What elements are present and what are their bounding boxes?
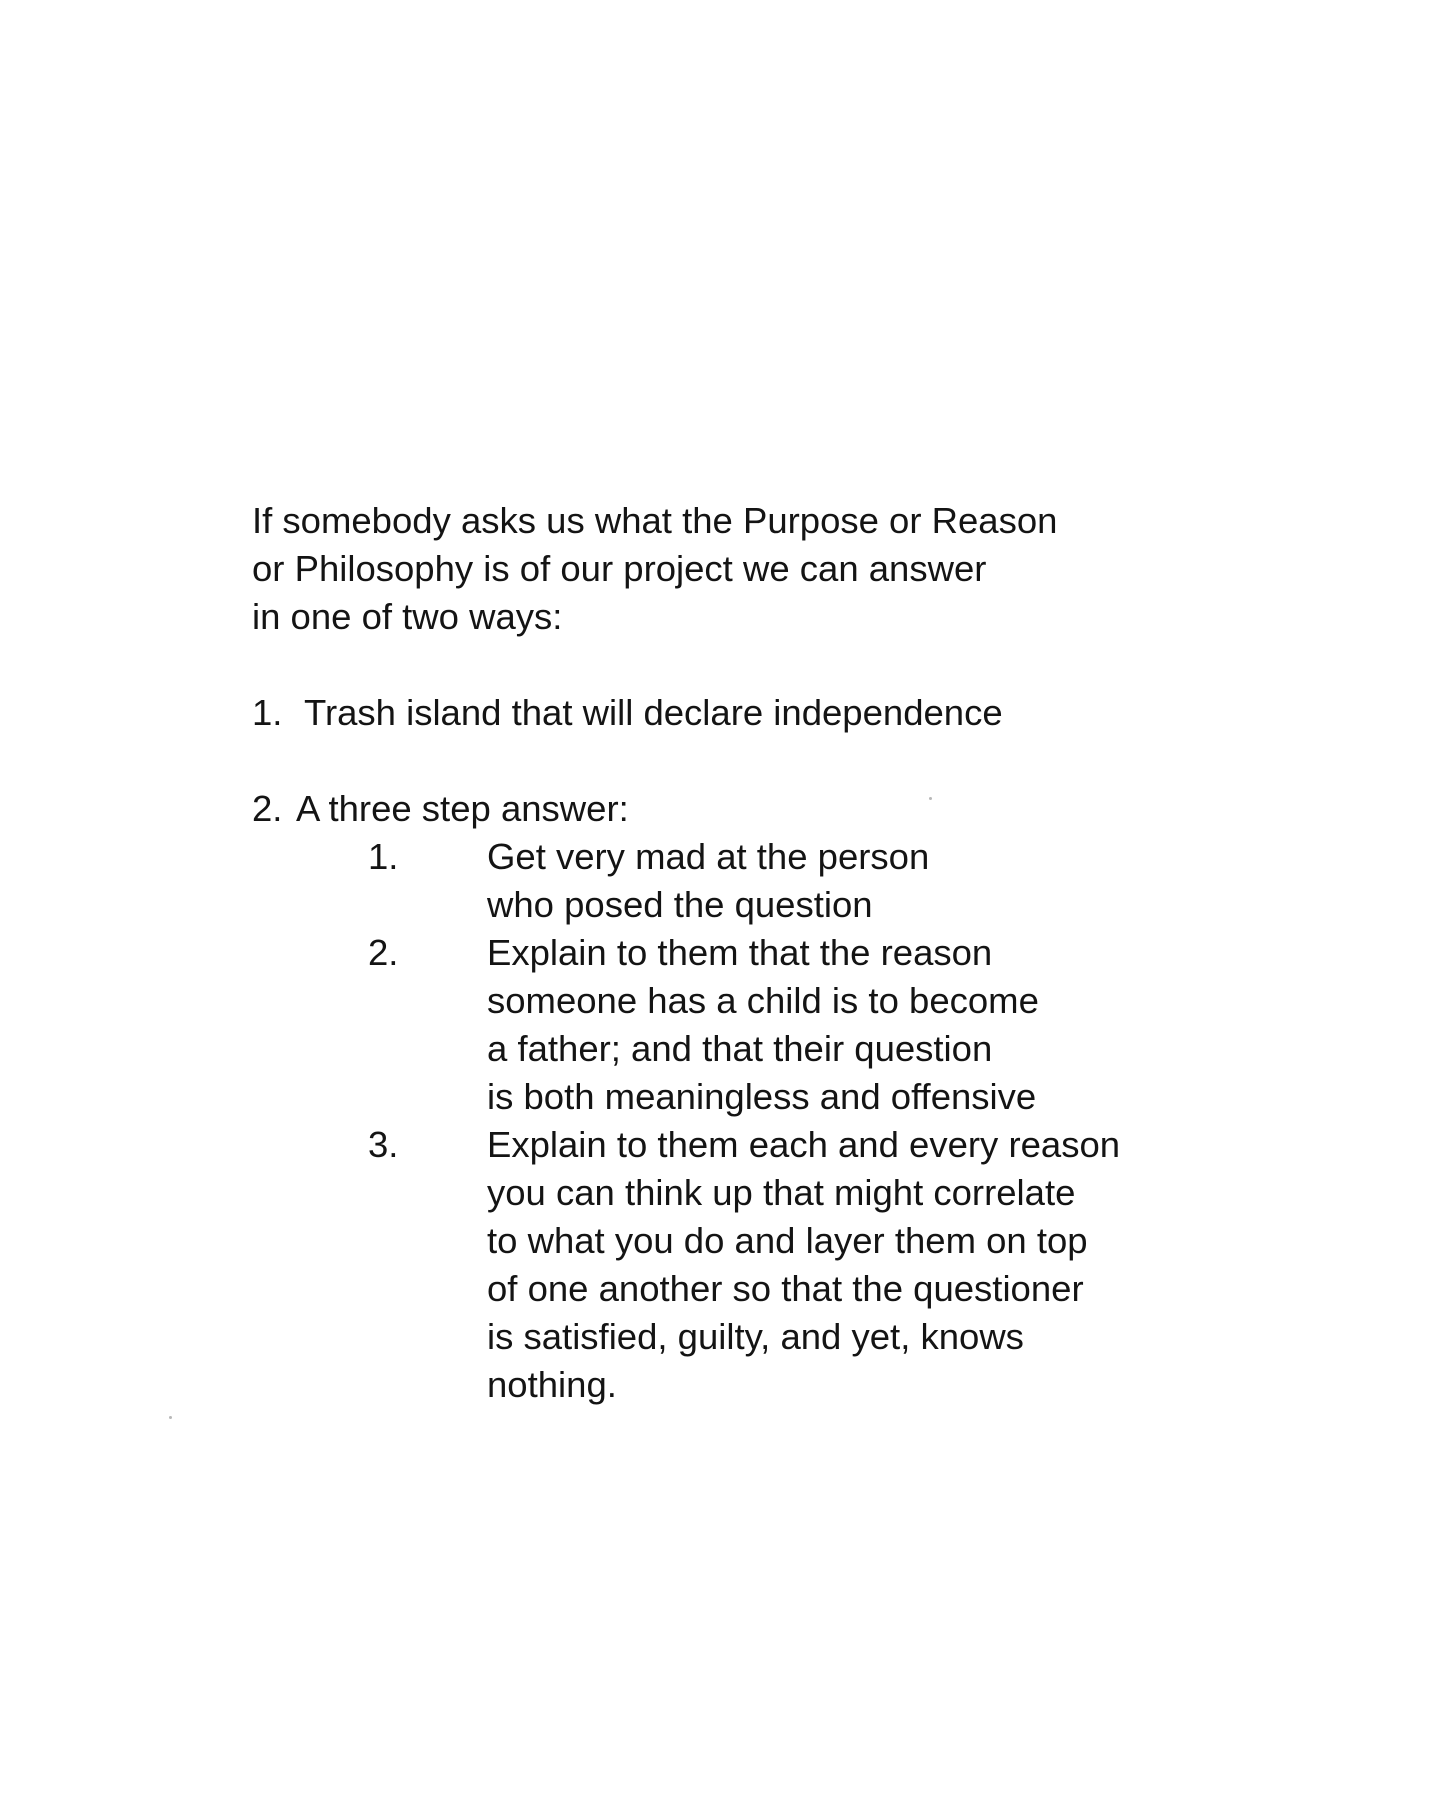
scan-speck bbox=[169, 1416, 172, 1419]
answer-number: 1. bbox=[252, 692, 283, 733]
step-number: 2. bbox=[368, 932, 399, 973]
step-line: is both meaningless and offensive bbox=[487, 1076, 1037, 1117]
scan-speck bbox=[929, 797, 932, 800]
step-number: 1. bbox=[368, 836, 399, 877]
step-line: you can think up that might correlate bbox=[487, 1172, 1076, 1213]
answer-number: 2. bbox=[252, 788, 283, 829]
step-line: Get very mad at the person bbox=[487, 836, 930, 877]
answer-text: A three step answer: bbox=[296, 788, 629, 829]
step-line: is satisfied, guilty, and yet, knows bbox=[487, 1316, 1024, 1357]
intro-line: If somebody asks us what the Purpose or Reason bbox=[252, 500, 1058, 541]
step-line: Explain to them each and every reason bbox=[487, 1124, 1121, 1165]
intro-line: or Philosophy is of our project we can answer bbox=[252, 548, 987, 589]
step-line: someone has a child is to become bbox=[487, 980, 1039, 1021]
intro-line: in one of two ways: bbox=[252, 596, 563, 637]
step-line: who posed the question bbox=[487, 884, 873, 925]
answer-text: Trash island that will declare independence bbox=[304, 692, 1003, 733]
step-number: 3. bbox=[368, 1124, 399, 1165]
step-line: Explain to them that the reason bbox=[487, 932, 993, 973]
step-line: nothing. bbox=[487, 1364, 617, 1405]
step-line: of one another so that the questioner bbox=[487, 1268, 1084, 1309]
step-line: a father; and that their question bbox=[487, 1028, 993, 1069]
step-line: to what you do and layer them on top bbox=[487, 1220, 1088, 1261]
